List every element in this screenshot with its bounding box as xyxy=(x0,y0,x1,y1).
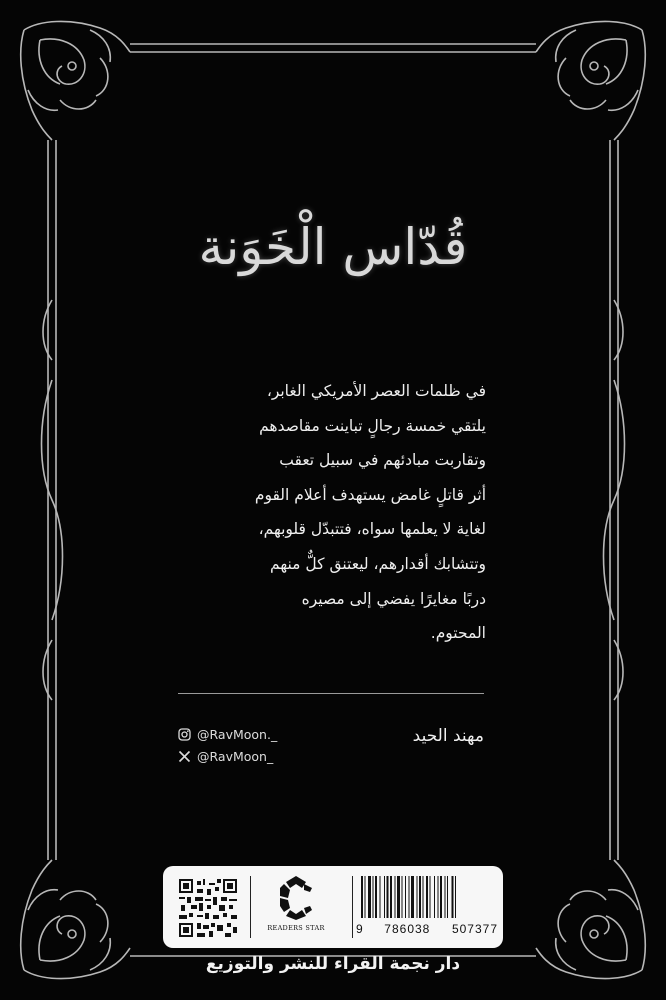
instagram-icon xyxy=(178,728,191,741)
blurb-line: أثر قاتلٍ غامض يستهدف أعلام القوم xyxy=(254,485,486,504)
separator xyxy=(250,876,251,938)
readers-star-logo xyxy=(267,874,325,940)
publisher-name: دار نجمة القراء للنشر والتوزيع xyxy=(205,954,461,974)
isbn-group-2: 507377 xyxy=(451,922,498,936)
instagram-row xyxy=(178,723,277,745)
blurb-line: وتقاربت مبادئهم في سبيل تعقب xyxy=(279,451,486,470)
blurb-line: المحتوم. xyxy=(430,624,486,643)
blurb-line: يلتقي خمسة رجالٍ تباينت مقاصدهم xyxy=(259,416,486,435)
social-handles xyxy=(178,723,277,767)
divider xyxy=(178,693,484,694)
isbn-group-1: 786038 xyxy=(384,922,431,936)
author-name: مهند الحيد xyxy=(412,726,484,746)
back-cover-blurb xyxy=(176,374,486,651)
isbn-panel xyxy=(163,866,503,948)
qr-code xyxy=(179,879,237,937)
isbn-prefix: 9 xyxy=(356,922,363,936)
book-title: قُدّاس الْخَوَنة xyxy=(198,218,468,276)
publisher-brand: READERS STAR xyxy=(267,924,325,932)
x-row xyxy=(178,745,277,767)
x-icon xyxy=(178,750,191,763)
isbn-number xyxy=(356,922,498,936)
blurb-line: وتتشابك أقدارهم، ليعتنق كلٌّ منهم xyxy=(270,554,486,573)
blurb-line: في ظلمات العصر الأمريكي الغابر، xyxy=(266,382,486,400)
readers-star-logo-mark xyxy=(276,874,316,920)
instagram-handle: @RavMoon._ xyxy=(197,726,278,742)
blurb-line: لغاية لا يعلمها سواه، فتتبدّل قلوبهم، xyxy=(258,520,486,539)
blurb-line: دربًا مغايرًا يفضي إلى مصيره xyxy=(301,589,486,608)
x-handle: @RavMoon_ xyxy=(197,748,274,764)
isbn-barcode xyxy=(359,876,495,922)
separator xyxy=(352,876,353,938)
